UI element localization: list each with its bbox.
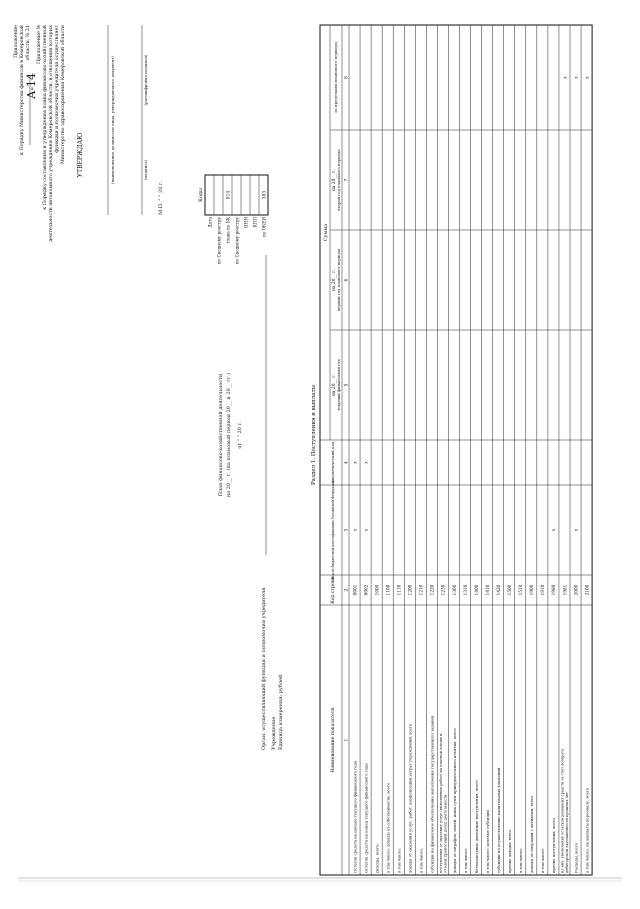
codes-value: 814 <box>226 190 232 200</box>
row-code: 1200 <box>407 584 413 596</box>
header-line: к Порядку составления и утверждения плана финансово-хозяйственной <box>43 25 48 210</box>
row-name: в том числе: на выплаты персоналу, всего <box>584 787 590 873</box>
column-number: 7 <box>344 178 350 182</box>
header-year1: на 20__ г. <box>332 373 337 397</box>
column-number: 2 <box>344 588 350 592</box>
header-line: Приложение № <box>37 25 42 64</box>
header-line: функции и полномочия учредителя осуществляет <box>55 25 60 153</box>
codes-header: Коды <box>198 188 204 202</box>
row-code: 2000 <box>573 584 579 596</box>
header-analytic-code: Аналитический код <box>330 441 335 484</box>
plan-period: на 20__ г. (на плановый период 20__ и 20__ гг.) <box>226 372 232 498</box>
header-year1-sub: текущий финансовый год <box>336 359 341 411</box>
row-code: 0002 <box>363 584 369 596</box>
row-beyond: x <box>573 76 579 79</box>
row-name: в том числе: <box>518 848 524 873</box>
row-budget-code: x <box>551 528 557 532</box>
plan-title: План финансово-хозяйственной деятельности <box>218 373 224 497</box>
header-line: области, № 21 <box>26 25 31 61</box>
approval-signature-caption: (подпись) <box>143 159 148 181</box>
header-year2-sub: первый год планового периода <box>336 248 341 312</box>
header-year3-sub: второй год планового периода <box>336 149 341 211</box>
row-name: субсидии на осуществление капитальных вложений <box>495 767 501 873</box>
row-name: из них: увеличение остатков денежных средств за счет возврата <box>560 748 565 873</box>
column-number: 1 <box>344 738 350 742</box>
row-name: прочие поступления, всего <box>551 818 557 873</box>
header-line: Министерство здравоохранения Кемеровской области <box>61 25 66 165</box>
row-name: субсидии на финансовое обеспечение выполнения государственного задания <box>429 715 435 873</box>
institution-label: Учреждение <box>271 716 277 750</box>
codes-label: по Сводному реестру <box>234 217 240 265</box>
approval-position-caption: (наименование должности лица, утверждающего документ) <box>110 56 115 184</box>
row-name: в том числе: целевые субсидии <box>484 810 490 873</box>
header-line: к Порядку Министерства финансов в Кемеровской <box>20 25 25 155</box>
column-number: 8 <box>344 76 350 79</box>
row-code: 1420 <box>495 584 501 596</box>
row-code: 1230 <box>440 584 446 596</box>
row-name: от иной приносящей доход деятельности <box>443 794 448 873</box>
header-sum: Сумма <box>323 223 329 242</box>
row-code: 0001 <box>352 584 358 596</box>
row-name: прочие доходы, всего <box>507 829 513 873</box>
row-budget-code: x <box>573 528 579 532</box>
plan-date: от " " 20 г. <box>237 421 243 449</box>
row-name: дебиторской задолженности прошлых лет <box>564 792 569 873</box>
row-name: доходы от оказания услуг, работ, компенсации затрат учреждений, всего <box>407 723 413 873</box>
row-code: 1210 <box>418 584 424 596</box>
header-year3: на 20__ г. <box>332 168 337 192</box>
row-beyond: x <box>584 76 590 79</box>
approval-title: УТВЕРЖДАЮ <box>77 132 84 178</box>
row-code: 1100 <box>385 584 391 596</box>
row-name: Остаток средств на конец текущего финансового года <box>363 763 369 873</box>
row-budget-code: x <box>363 528 369 532</box>
row-code: 1981 <box>562 584 568 596</box>
row-name: Доходы, всего: <box>374 843 380 873</box>
header-line: деятельности автономного учреждения Кемеровской области, в отношении которых <box>49 25 54 242</box>
row-analytic-code: x <box>363 461 369 464</box>
row-code: 1400 <box>473 584 479 596</box>
column-number: 6 <box>344 278 350 282</box>
row-name: Остаток средств на начало текущего финансового года <box>352 761 358 873</box>
row-code: 1510 <box>518 584 524 596</box>
row-code: 2100 <box>584 584 590 596</box>
header-beyond: за пределами планового периода <box>333 42 338 113</box>
column-number: 4 <box>344 461 350 464</box>
header-budget-code: Код по бюджетной классификации Российской Федерации <box>331 480 335 580</box>
row-code: 1980 <box>551 584 557 596</box>
header-line-code: Код строки <box>331 576 336 604</box>
codes-label: по Сводному реестру <box>216 217 222 265</box>
header-name: Наименование показателя <box>331 707 336 773</box>
row-name: в том числе: <box>462 848 468 873</box>
codes-value: 383 <box>262 190 268 200</box>
header-line: Приложение <box>14 25 19 58</box>
row-code: 1910 <box>540 584 546 596</box>
row-budget-code: x <box>352 528 358 532</box>
row-name: поступления от оказания услуг (выполнения работ) на платной основе и <box>438 733 443 873</box>
header-year2: на 20__ г. <box>332 268 337 292</box>
row-code: 1500 <box>507 584 513 596</box>
row-name: доходы от штрафов, пеней, иных сумм принудительного изъятия, всего <box>451 728 457 873</box>
row-code: 1110 <box>396 584 402 596</box>
approval-date-line: М.П. " " 20 г. <box>158 180 164 215</box>
row-code: 1310 <box>462 584 468 596</box>
row-code: 1000 <box>374 584 380 596</box>
unit-label: Единица измерения: рублей <box>278 674 284 750</box>
column-number: 3 <box>344 528 350 532</box>
row-code: 1410 <box>484 584 490 596</box>
row-beyond: x <box>562 76 568 79</box>
row-name: безвозмездные денежные поступления, всего <box>473 780 479 873</box>
column-number: 5 <box>344 383 350 387</box>
row-name: Расходы, всего <box>573 843 579 873</box>
approval-decoding-caption: (расшифровка подписи) <box>143 54 148 106</box>
section-title: Раздел 1. Поступления и выплаты <box>311 384 317 486</box>
row-analytic-code: x <box>352 461 358 464</box>
codes-label: глава по БК <box>225 217 231 244</box>
organ-label: Орган, осуществляющий функции и полномочия учредителя <box>261 587 267 750</box>
codes-label: КПП <box>252 217 258 228</box>
row-code: 1300 <box>451 584 457 596</box>
row-code: 1900 <box>529 584 535 596</box>
row-name: в том числе: <box>540 848 546 873</box>
row-name: доходы от операций с активами, всего <box>529 795 535 873</box>
codes-label: ИНН <box>243 217 249 228</box>
codes-label: Дата <box>207 217 213 228</box>
row-name: в том числе: <box>396 848 402 873</box>
handwritten-number: А-14 <box>25 72 38 99</box>
row-code: 1220 <box>429 584 435 596</box>
codes-label: по ОКЕИ <box>261 217 267 238</box>
row-name: в том числе: доходы от собственности, всего <box>385 782 391 873</box>
row-name: в том числе: <box>418 848 424 873</box>
